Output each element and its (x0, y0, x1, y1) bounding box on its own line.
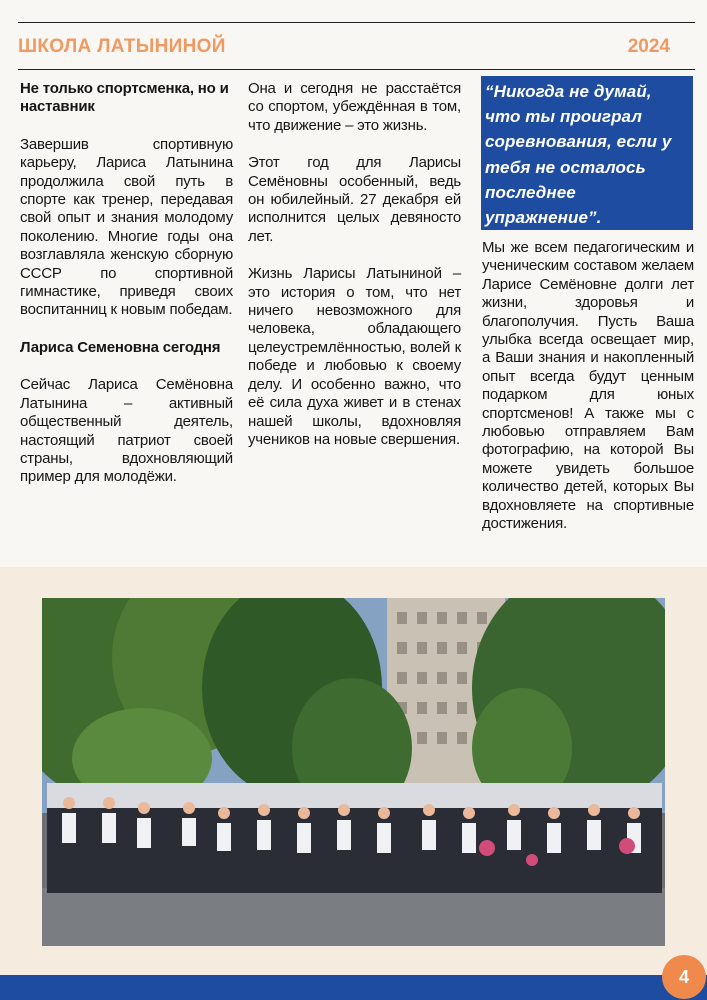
section-heading-coach: Не только спортсменка, но и наставник (20, 80, 229, 116)
paragraph-sport-life: Она и сегодня не расстаётся со спортом, убеждённая в том, что движение – это жизнь. (248, 80, 461, 134)
article-column-3 (482, 239, 694, 553)
paragraph-wishes: Мы же всем педагогическим и ученическим составом желаем Ларисе Семёновне долги лет жизни, здоровья и благополучия. Пусть Ваша улыбка всегда освещает мир, а Ваши знания и накопленный опыт всегда будут ценным подарком для юных спортсменов! А также мы с любовью отправляем Вам фотографию, на которой Вы можете увидеть большое количество детей, которых Вы вдохновляете на спортивные достижения. (482, 239, 694, 533)
school-group-photo (42, 598, 665, 946)
school-title: ШКОЛА ЛАТЫНИНОЙ (18, 36, 226, 57)
page-number-badge: 4 (662, 955, 706, 999)
header-bottom-rule (18, 69, 695, 70)
year-label: 2024 (627, 36, 670, 57)
section-heading-today: Лариса Семеновна сегодня (20, 338, 221, 356)
header-top-rule (18, 22, 695, 23)
footer-bar (0, 975, 707, 1000)
paragraph-jubilee: Этот год для Ларисы Семёновны особенный, ведь он юбилейный. 27 декабря ей исполнится целых девяносто лет. (248, 154, 461, 245)
paragraph-coach-career: Завершив спортивную карьеру, Лариса Латынина продолжила свой путь в спорте как тренер, передавая свой опыт и знания молодому поколению. Многие годы она возглавляла женскую сборную СССР по спортивной гимнастике, приведя своих воспитанниц к новым победам. (20, 135, 233, 319)
paragraph-legacy: Жизнь Ларисы Латыниной – это история о том, что нет ничего невозможного для человека, обладающего целеустремлённостью, волей к победе и любовью к своему делу. И особенно важно, что её сила духа живет и в стенах нашей школы, вдохновляя учеников на новые свершения. (248, 265, 461, 448)
quote-box: “Никогда не думай, что ты проиграл соревнования, если у тебя не осталось последнее упражнение”. (481, 76, 693, 230)
article-column-2 (248, 80, 461, 468)
article-column-1 (20, 80, 233, 506)
paragraph-today: Сейчас Лариса Семёновна Латынина – активный общественный деятель, настоящий патриот своей страны, вдохновляющий пример для молодёжи. (20, 376, 233, 486)
